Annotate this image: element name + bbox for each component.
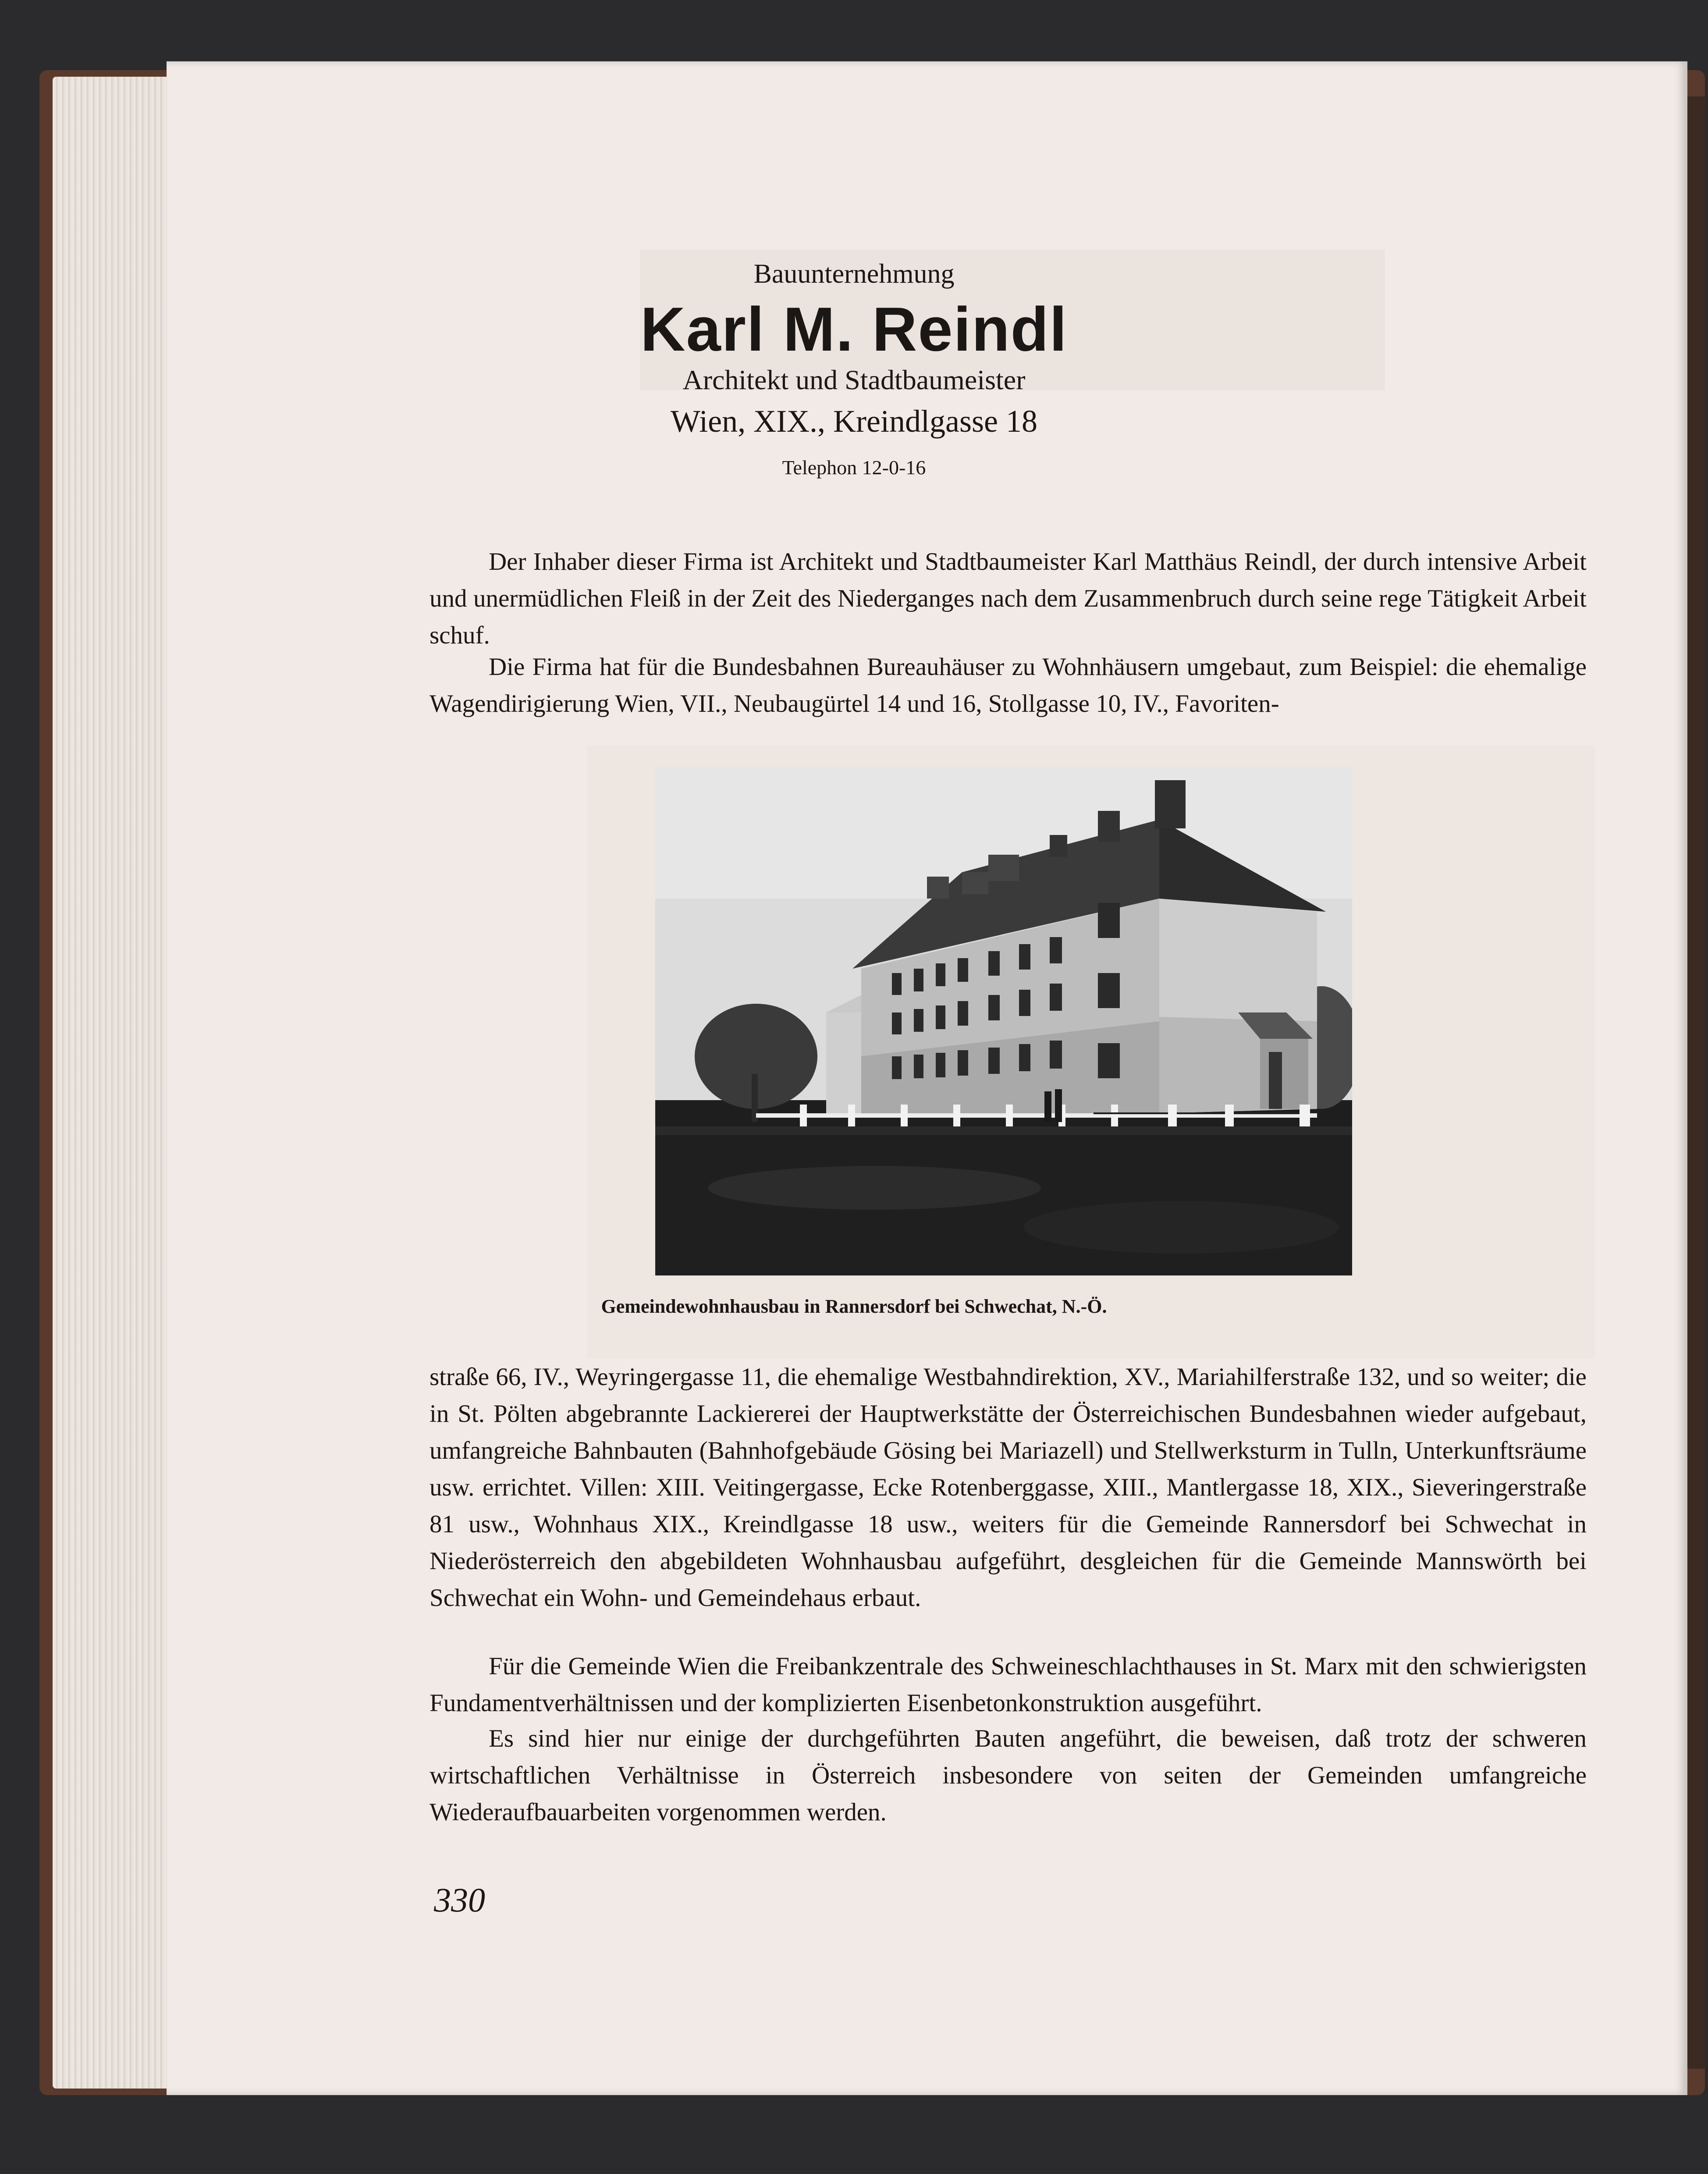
photo-caption: Gemeindewohnhausbau in Rannersdorf bei Schwechat, N.-Ö.: [601, 1296, 1107, 1317]
address-line: Wien, XIX., Kreindlgasse 18: [671, 404, 1037, 439]
paragraph-projects-list: straße 66, IV., Weyringergasse 11, die ehemalige Westbahndirektion, XV., Mariahilferstraße 132, und so weiter; die in St. Pölten abgebrannte Lackiererei der Hauptwerkstätte der Österreichischen Bundesbahnen wieder aufgebaut, umfangreiche Bahnbauten (Bahnhofgebäude Gösing bei Mariazell) und Stellwerksturm in Tulln, Unterkunftsräume usw. errichtet. Villen: XIII. Veitingergasse, Ecke Rotenberggasse, XIII., Mantlergasse 18, XIX., Sieveringerstraße 81 usw., Wohnhaus XIX., Kreindlgasse 18 usw., weiters für die Gemeinde Rannersdorf bei Schwechat in Niederösterreich den abgebildeten Wohnhausbau aufgeführt, desgleichen für die Gemeinde Mannswörth bei Schwechat ein Wohn- und Gemeindehaus erbaut.: [430, 1363, 1587, 1612]
paragraph-owner: Der Inhaber dieser Firma ist Architekt und Stadtbaumeister Karl Matthäus Reindl, der durch intensive Arbeit und unermüdlichen Fleiß in der Zeit des Niederganges nach dem Zusammenbruch durch seine rege Tätigkeit Arbeit schuf.: [430, 548, 1587, 649]
company-name: Karl M. Reindl: [640, 295, 1068, 364]
phone-line: Telephon 12-0-16: [782, 456, 926, 479]
profession-line: Architekt und Stadtbaumeister: [682, 364, 1026, 395]
building-photo: [655, 767, 1352, 1275]
paragraph-conclusion: Es sind hier nur einige der durchgeführten Bauten angeführt, die beweisen, daß trotz der schweren wirtschaftlichen Verhältnisse in Österreich insbesondere von seiten der Gemeinden umfangreiche Wiederaufbauarbeiten vorgenommen werden.: [430, 1725, 1587, 1826]
paragraph-railway-works: Die Firma hat für die Bundesbahnen Bureauhäuser zu Wohnhäusern umgebaut, zum Beispiel: die ehemalige Wagendirigierung Wien, VII., Neubaugürtel 14 und 16, Stollgasse 10, IV., Favoriten-: [430, 653, 1587, 718]
page-number: 330: [434, 1881, 485, 1919]
paragraph-freibank: Für die Gemeinde Wien die Freibankzentrale des Schweineschlachthauses in St. Marx mit den schwierigsten Fundamentverhältnissen und der komplizierten Eisenbetonkonstruktion ausgeführt.: [430, 1652, 1587, 1717]
company-type: Bauunternehmung: [753, 259, 955, 289]
